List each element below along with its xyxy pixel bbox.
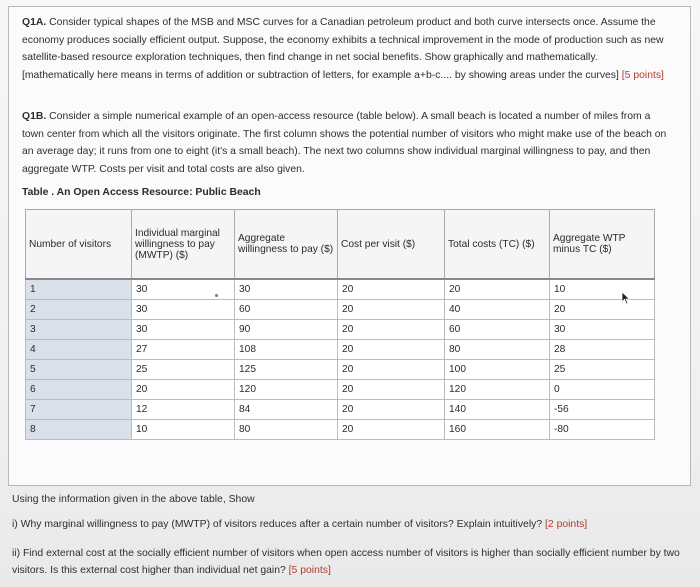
cell-wtp-minus-tc: 30 [550,320,655,340]
cell-total-costs: 140 [445,400,550,420]
table-row [26,300,655,320]
header-cost-per-visit: Cost per visit ($) [338,210,445,280]
question-ii-points: [5 points] [288,565,331,576]
cell-mwtp: 12 [132,400,235,420]
cell-total-costs: 40 [445,300,550,320]
cell-aggregate-wtp: 80 [235,420,338,440]
q1a-points: [5 points] [621,69,664,81]
cell-visitors: 8 [26,420,132,440]
table-row [26,279,655,300]
table-caption: Table . An Open Access Resource: Public Beach [22,187,261,198]
cell-visitors: 6 [26,380,132,400]
cell-wtp-minus-tc: 28 [550,340,655,360]
cell-total-costs: 60 [445,320,550,340]
cell-cost-per-visit: 20 [338,320,445,340]
cell-wtp-minus-tc: 0 [550,380,655,400]
table-row [26,420,655,440]
cell-cost-per-visit: 20 [338,360,445,380]
q1b-paragraph [22,108,672,178]
header-wtp-minus-tc: Aggregate WTP minus TC ($) [550,210,655,280]
mouse-cursor-icon [621,291,633,305]
cell-mwtp: 20 [132,380,235,400]
cell-wtp-minus-tc: 10 [550,279,655,300]
question-i-points: [2 points] [545,519,588,530]
cell-visitors: 4 [26,340,132,360]
cell-mwtp: 30 [132,320,235,340]
stray-dot [215,294,218,297]
table-row [26,320,655,340]
cell-aggregate-wtp: 125 [235,360,338,380]
q1a-text: Consider typical shapes of the MSB and MSC curves for a Canadian petroleum product and both curve intersects once. Assume the economy produces socially efficient output. Suppose, the economy exhibits a technical improvement in the mode of production such as new satellite-based resource exploration techniques, then find change in net social benefits. Show graphically and mathematically. [mathematically here means in terms of addition or subtraction of letters, for example a+b-c.... by showing areas under the curves] [22,17,664,81]
question-ii-text: ii) Find external cost at the socially efficient number of visitors when open access number of visitors is higher than socially efficient number by two visitors. Is this external cost higher than individual net gain? [12,548,680,576]
question-ii [12,545,682,579]
cell-aggregate-wtp: 108 [235,340,338,360]
open-access-table [25,209,655,440]
cell-total-costs: 160 [445,420,550,440]
header-visitors: Number of visitors [26,210,132,280]
cell-aggregate-wtp: 90 [235,320,338,340]
q1b-label: Q1B. [22,111,47,122]
cell-visitors: 1 [26,279,132,300]
cell-cost-per-visit: 20 [338,380,445,400]
header-total-costs: Total costs (TC) ($) [445,210,550,280]
cell-wtp-minus-tc: 25 [550,360,655,380]
cell-visitors: 5 [26,360,132,380]
cell-total-costs: 80 [445,340,550,360]
cell-mwtp: 25 [132,360,235,380]
cell-visitors: 3 [26,320,132,340]
cell-mwtp: 10 [132,420,235,440]
cell-total-costs: 100 [445,360,550,380]
cell-total-costs: 20 [445,279,550,300]
table-row [26,380,655,400]
header-aggregate-wtp: Aggregate willingness to pay ($) [235,210,338,280]
table-row [26,340,655,360]
cell-wtp-minus-tc: -80 [550,420,655,440]
table-row [26,360,655,380]
question-i [12,516,682,533]
cell-mwtp: 30 [132,279,235,300]
cell-aggregate-wtp: 84 [235,400,338,420]
cell-cost-per-visit: 20 [338,279,445,300]
cell-aggregate-wtp: 30 [235,279,338,300]
cell-visitors: 2 [26,300,132,320]
cell-mwtp: 30 [132,300,235,320]
q1b-text: Consider a simple numerical example of an open-access resource (table below). A small beach is located a number of miles from a town center from which all the visitors originate. The first column shows the potential number of visitors who might make use of the beach on an average day; it runs from one to eight (it's a small beach). The next two columns show individual marginal willingness to pay, and then aggregate WTP. Costs per visit and total costs are also given. [22,111,667,175]
cell-wtp-minus-tc: -56 [550,400,655,420]
cell-mwtp: 27 [132,340,235,360]
cell-aggregate-wtp: 120 [235,380,338,400]
cell-cost-per-visit: 20 [338,400,445,420]
cell-cost-per-visit: 20 [338,300,445,320]
questions-intro: Using the information given in the above table, Show [12,494,255,505]
table-row [26,400,655,420]
cell-visitors: 7 [26,400,132,420]
header-mwtp: Individual marginal willingness to pay (MWTP) ($) [132,210,235,280]
q1a-paragraph [22,14,672,84]
q1a-label: Q1A. [22,17,47,28]
cell-cost-per-visit: 20 [338,420,445,440]
question-i-text: i) Why marginal willingness to pay (MWTP) of visitors reduces after a certain number of visitors? Explain intuitively? [12,519,543,530]
cell-total-costs: 120 [445,380,550,400]
cell-aggregate-wtp: 60 [235,300,338,320]
cell-wtp-minus-tc: 20 [550,300,655,320]
cell-cost-per-visit: 20 [338,340,445,360]
table-header-row [26,210,655,280]
